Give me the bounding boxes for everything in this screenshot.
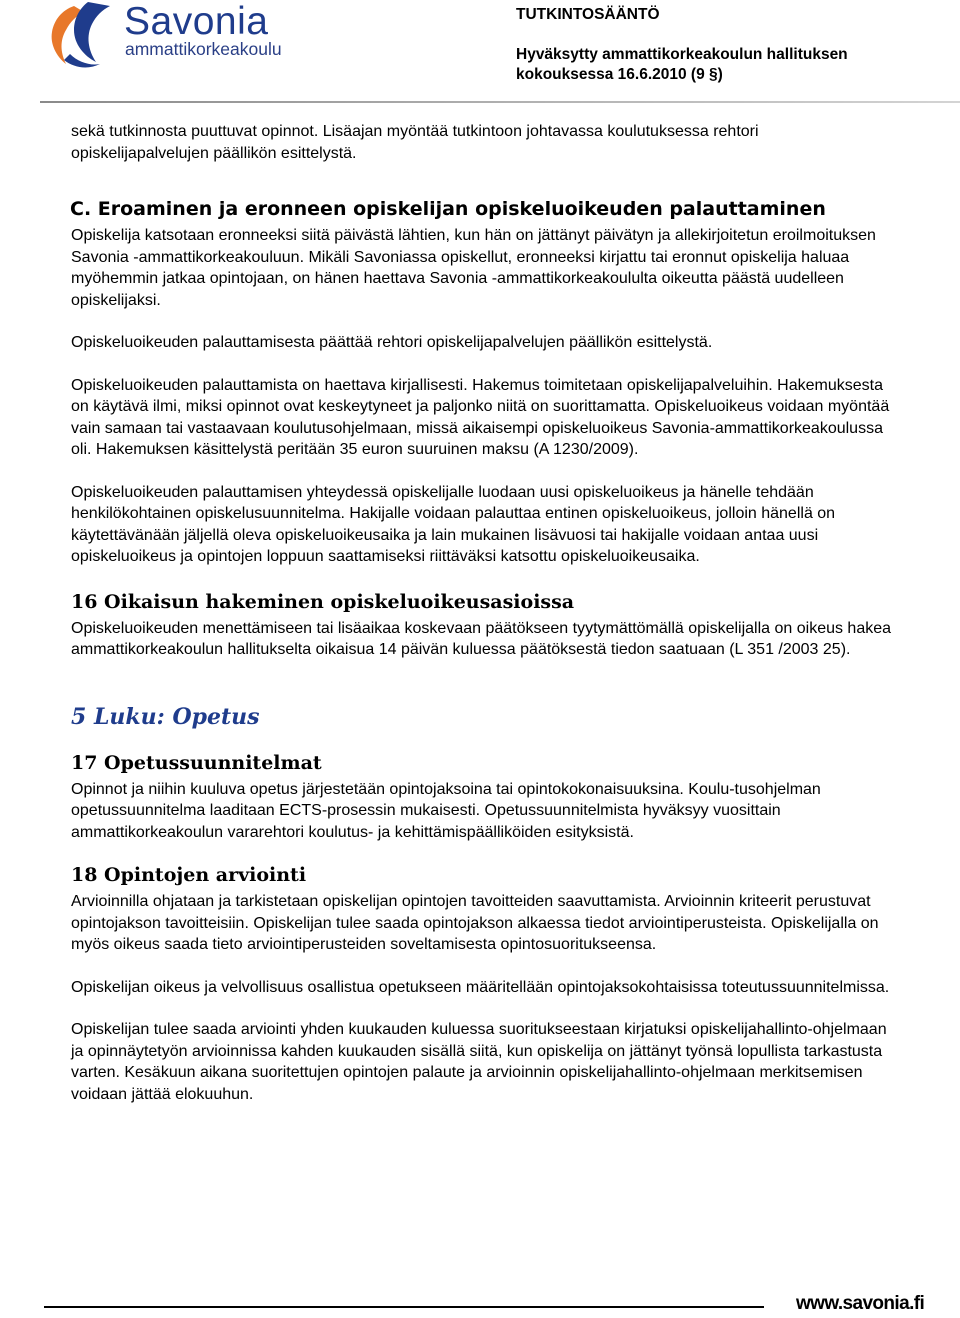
document-body (71, 121, 896, 1105)
paragraph-17: Opinnot ja niihin kuuluva opetus järjestetään opintojaksoina tai opintokokonaisuuksina. Koulu-tusohjelman opetussuunnitelma laaditaan ECTS-prosessin mukaisesti. Opetussuunnitelmista hyväksyy vuosittain ammattikorkeakoulun vararehtori koulutus- ja kehittämispäälliköiden esityksistä. (71, 780, 821, 841)
section-c-heading: C. Eroaminen ja eronneen opiskelijan opiskeluoikeuden palauttaminen (70, 198, 826, 220)
logo-wordmark: Savonia (124, 0, 269, 43)
header-rule (40, 101, 960, 103)
logo-subtitle: ammattikorkeakoulu (125, 39, 282, 59)
header-info (516, 6, 946, 85)
paragraph-intro: sekä tutkinnosta puuttuvat opinnot. Lisäajan myöntää tutkintoon johtavassa koulutuksessa rehtori opiskelijapalvelujen päällikön esittelystä. (71, 123, 759, 162)
paragraph-18a: Arvioinnilla ohjataan ja tarkistetaan opiskelijan opintojen tavoitteiden saavuttamista. Arvioinnin kriteerit perustuvat opintojakson tavoitteisiin. Opiskelijan tulee saada opintojakson alkaessa tiedot arviointiperusteista. Opiskelijalla on myös oikeus saada tieto arviointiperusteiden soveltamisesta opintosuoritukseensa. (71, 893, 879, 953)
paragraph-16: Opiskeluoikeuden menettämiseen tai lisäaikaa koskevaan päätökseen tyytymättömällä opiskelijalla on oikeus hakea ammattikorkeakoulun hallitukselta oikaisua 14 päivän kuluessa päätöksestä tiedon saatuaan (L 351 /2003 25). (71, 619, 892, 658)
document-title: TUTKINTOSÄÄNTÖ (516, 6, 660, 23)
footer-rule (44, 1306, 764, 1308)
page-header (0, 0, 960, 105)
paragraph-c3: Opiskeluoikeuden palauttamista on haettava kirjallisesti. Hakemus toimitetaan opiskelijapalveluihin. Hakemuksesta on käytävä ilmi, miksi opinnot ovat keskeytyneet ja paljonko niitä on suorittamatta. Opiskeluoikeus voidaan myöntää vain samaan tai vastaavaan koulutusohjelmaan, missä aikaisempi opiskeluoikeus Savonia-ammattikorkeakoulussa oli. Hakemuksen käsittelystä peritään 35 euron suuruinen maksu (A 1230/2009). (71, 376, 890, 458)
paragraph-18c: Opiskelijan tulee saada arviointi yhden kuukauden kuluessa suoritukseestaan kirjatuksi opiskelijahallinto-ohjelmaan ja opinnäytetyön arvioinnissa kahden kuukauden sisällä siitä, kun opiskelija on jättänyt työnsä lopullista tarkastusta varten. Kesäkuun aikana suoritettujen opintojen palaute ja arvioinnin opiskelijahallinto-ohjelmaan merkitsemisen voidaan jättää elokuuhun. (71, 1021, 887, 1103)
savonia-logo (44, 0, 314, 70)
approval-note (516, 45, 946, 85)
paragraph-c1: Opiskelija katsotaan eronneeksi siitä päivästä lähtien, kun hän on jättänyt päivätyn ja allekirjoitetun eroilmoituksen Savonia -ammattikorkeakouluun. Mikäli Savoniassa opiskellut, eronneeksi kirjattu tai eronnut opiskelija haluaa myöhemmin jatkaa opintojaan, on hänen haettava Savonia -ammattikorkeakoululta oikeutta päästä uudelleen opiskelijaksi. (71, 227, 876, 309)
savonia-logo-mark-icon (44, 0, 124, 72)
footer-website-link[interactable]: www.savonia.fi (796, 1293, 925, 1314)
section-16-heading: 16 Oikaisun hakeminen opiskeluoikeusasioissa (71, 590, 575, 613)
section-17-heading: 17 Opetussuunnitelmat (71, 751, 322, 774)
chapter-5-heading: 5 Luku: Opetus (71, 703, 260, 730)
paragraph-18b: Opiskelijan oikeus ja velvollisuus osallistua opetukseen määritellään opintojaksokohtaisissa toteutussuunnitelmissa. (71, 978, 890, 996)
approval-line-1: Hyväksytty ammattikorkeakoulun hallituksen (516, 46, 848, 63)
section-18-heading: 18 Opintojen arviointi (71, 864, 307, 886)
paragraph-c4: Opiskeluoikeuden palauttamisen yhteydessä opiskelijalle luodaan uusi opiskeluoikeus ja hänelle tehdään henkilökohtainen opiskelusuunnitelma. Hakijalle voidaan palauttaa entinen opiskeluoikeus, jolloin hänellä on käytettävänään jäljellä oleva opiskeluoikeusaika ja lain mukainen lisävuosi tai hakijalle voidaan antaa uusi opiskeluoikeus ja opintojen loppuun saattamiseksi riittäväksi katsottu opiskeluoikeusaika. (71, 483, 836, 565)
paragraph-c2: Opiskeluoikeuden palauttamisesta päättää rehtori opiskelijapalvelujen päällikön esittelystä. (71, 334, 713, 351)
approval-line-2: kokouksessa 16.6.2010 (9 §) (516, 66, 723, 83)
